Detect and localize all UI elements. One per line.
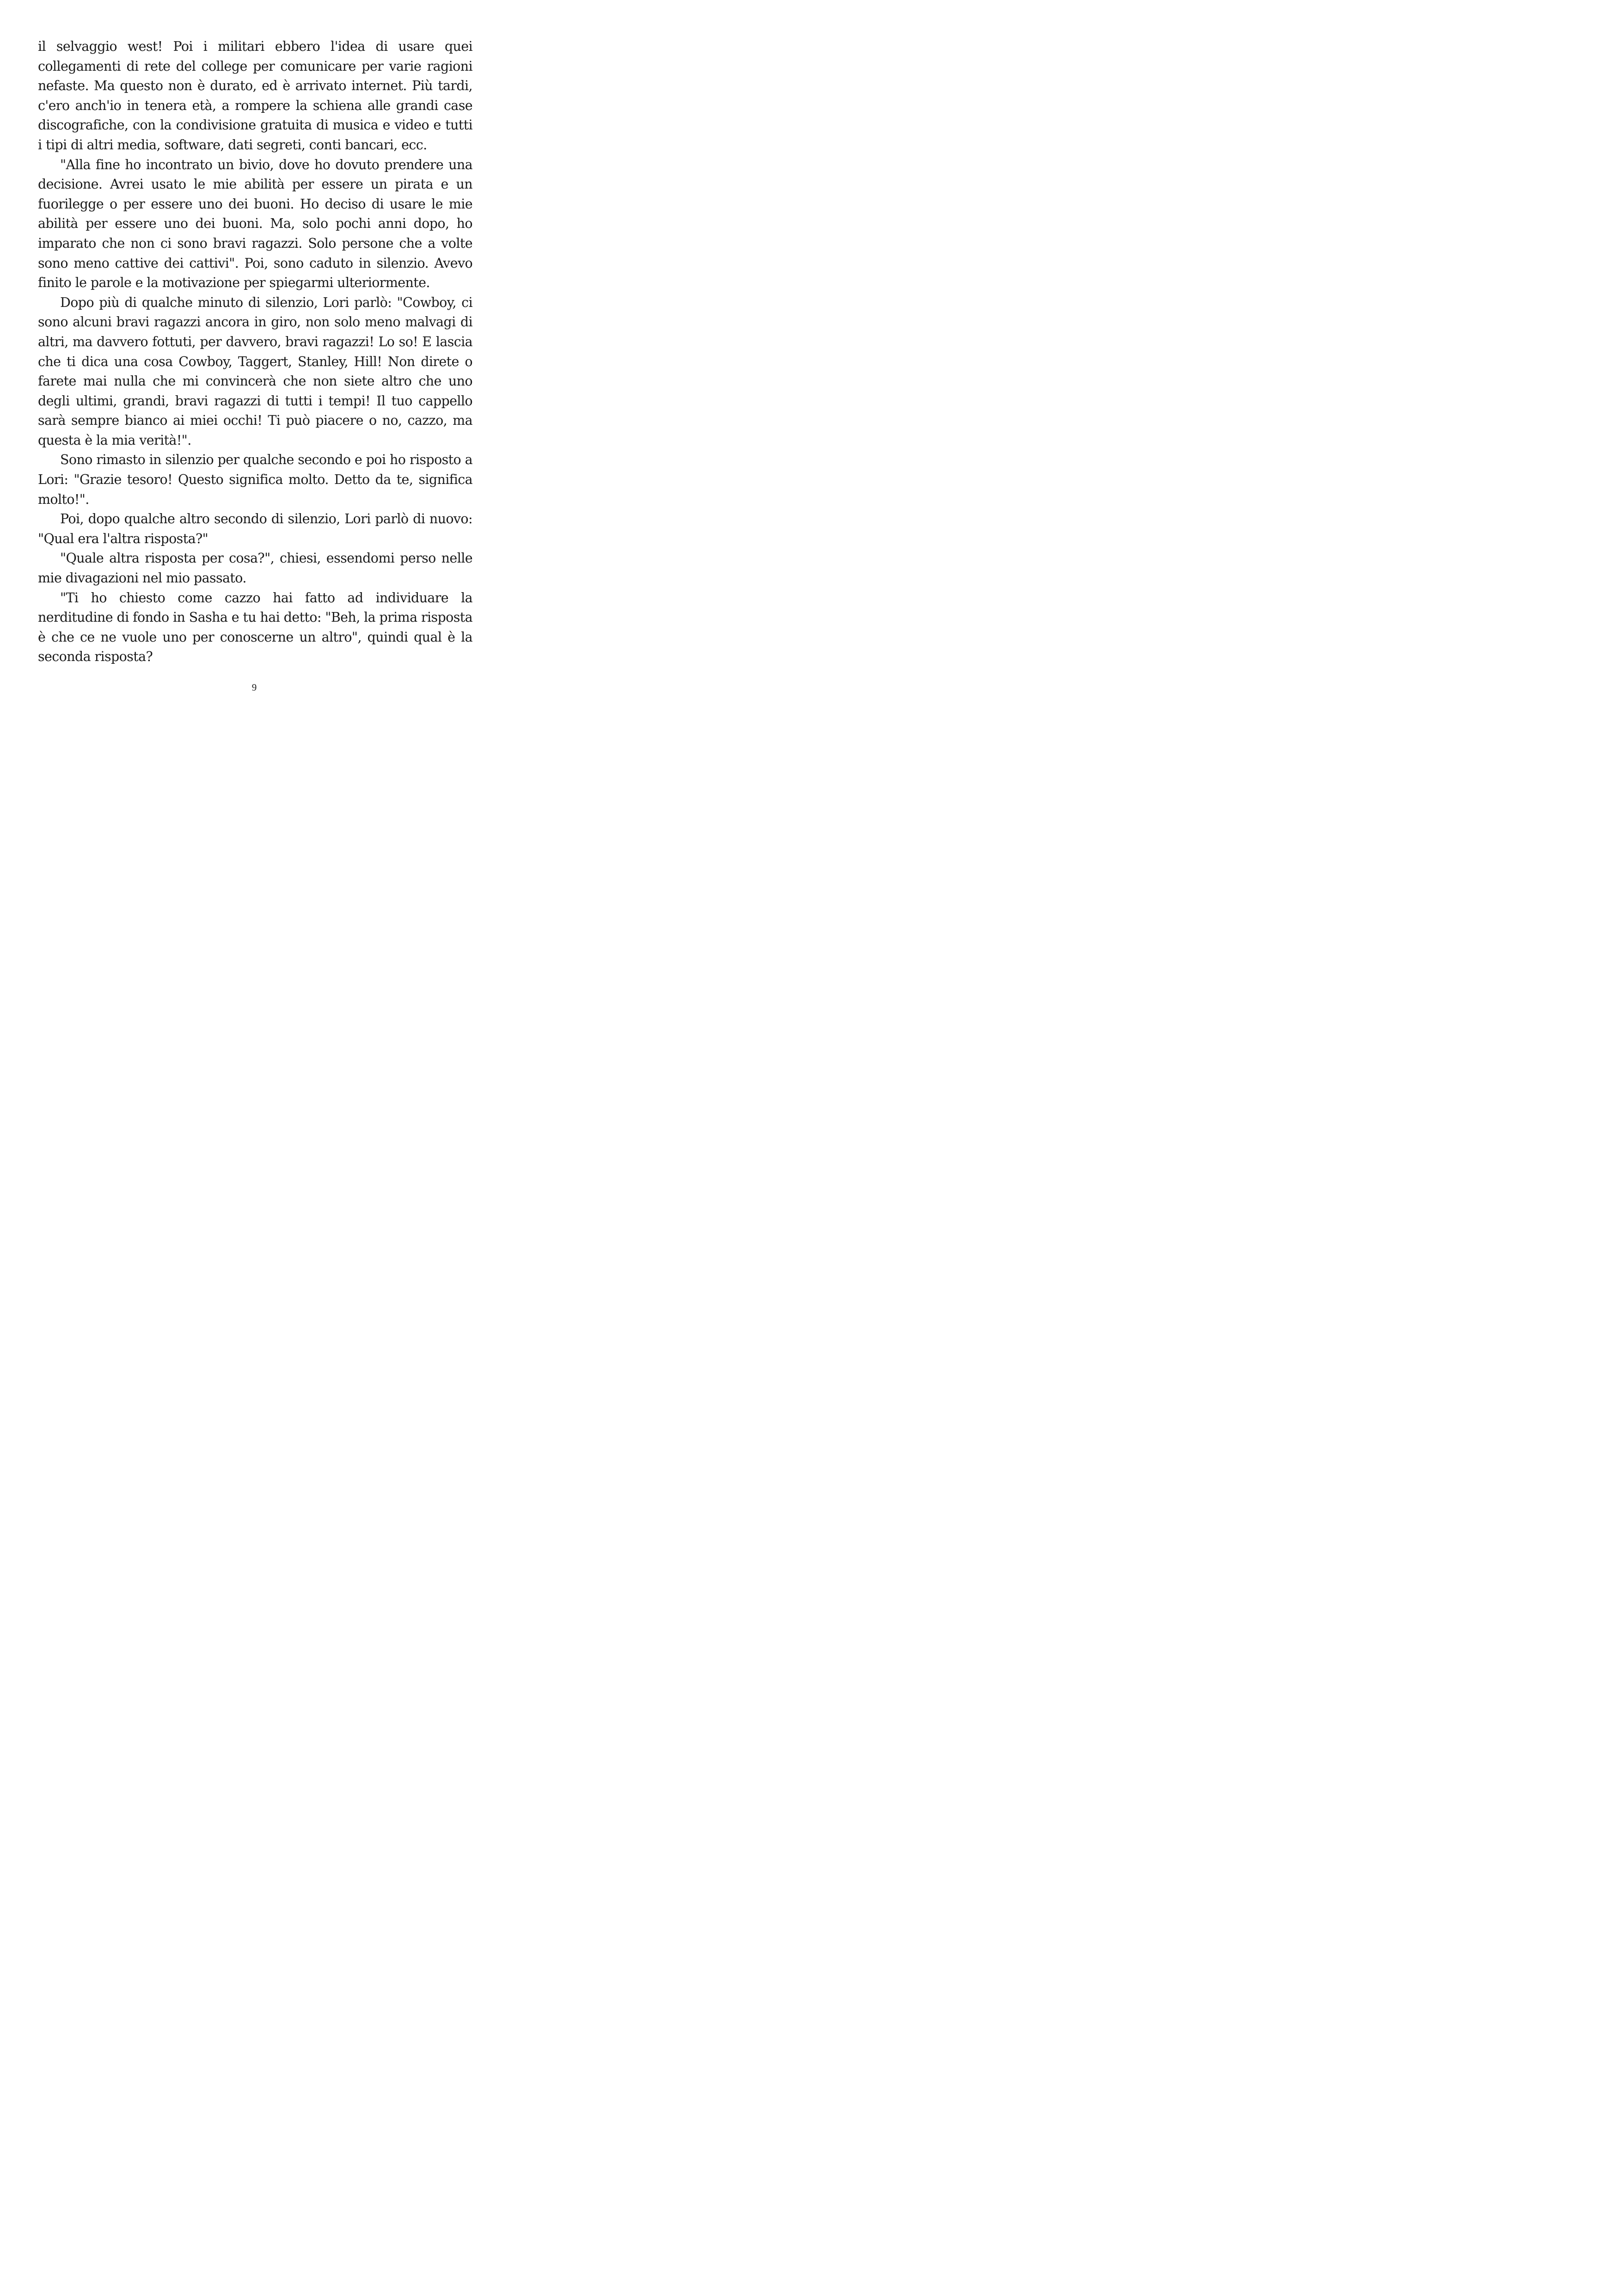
- page-number: 9: [251, 682, 257, 693]
- paragraph-2: "Alla fine ho incontrato un bivio, dove ho dovuto prendere una decisione. Avrei usato le mie abilità per essere un pirata e un fuorilegge o per essere uno dei buoni. Ho deciso di usare le mie abilità per essere uno dei buoni. Ma, solo pochi anni dopo, ho imparato che non ci sono bravi ragazzi. Solo persone che a volte sono meno cattive dei cattivi". Poi, sono caduto in silenzio. Avevo finito le parole e la motivazione per spiegarmi ulteriormente.: [38, 157, 472, 291]
- body-text: [38, 37, 472, 667]
- paragraph-4: Sono rimasto in silenzio per qualche secondo e poi ho risposto a Lori: "Grazie tesoro! Questo significa molto. Detto da te, significa molto!".: [38, 452, 472, 507]
- paragraph-3: Dopo più di qualche minuto di silenzio, Lori parlò: "Cowboy, ci sono alcuni bravi ragazzi ancora in giro, non solo meno malvagi di altri, ma davvero fottuti, per davvero, bravi ragazzi! Lo so! E lascia che ti dica una cosa Cowboy, Taggert, Stanley, Hill! Non direte o farete mai nulla che mi convincerà che non siete altro che uno degli ultimi, grandi, bravi ragazzi di tutti i tempi! Il tuo cappello sarà sempre bianco ai miei occhi! Ti può piacere o no, cazzo, ma questa è la mia verità!".: [38, 294, 472, 448]
- paragraph-5: Poi, dopo qualche altro secondo di silenzio, Lori parlò di nuovo: "Qual era l'altra risposta?": [38, 511, 472, 546]
- paragraph-6: "Quale altra risposta per cosa?", chiesi, essendomi perso nelle mie divagazioni nel mio passato.: [38, 551, 472, 586]
- paragraph-7: "Ti ho chiesto come cazzo hai fatto ad individuare la nerditudine di fondo in Sasha e tu hai detto: "Beh, la prima risposta è che ce ne vuole uno per conoscerne un altro", quindi qual è la seconda risposta?: [38, 590, 472, 665]
- document-page: [0, 0, 509, 722]
- paragraph-1: il selvaggio west! Poi i militari ebbero l'idea di usare quei collegamenti di rete del college per comunicare per varie ragioni nefaste. Ma questo non è durato, ed è arrivato internet. Più tardi, c'ero anch'io in tenera età, a rompere la schiena alle grandi case discografiche, con la condivisione gratuita di musica e video e tutti i tipi di altri media, software, dati segreti, conti bancari, ecc.: [38, 39, 472, 153]
